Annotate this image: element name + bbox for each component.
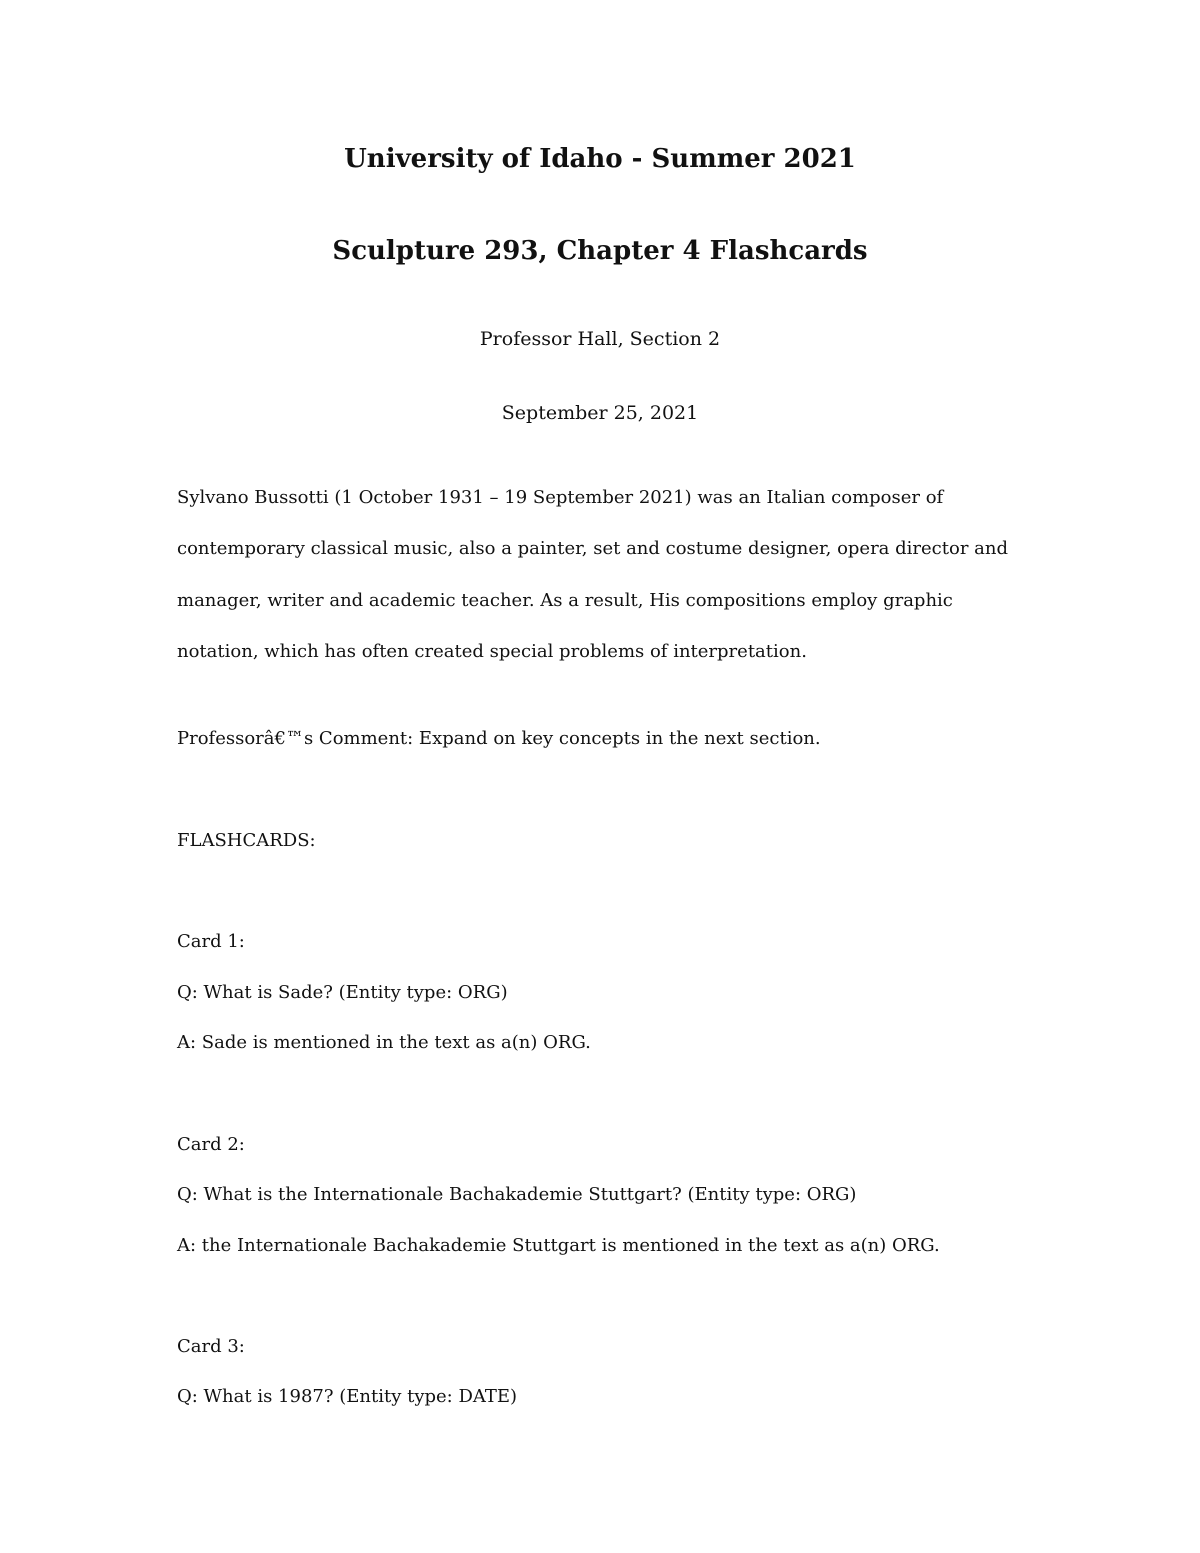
professor-section: Professor Hall, Section 2 — [479, 328, 721, 350]
card-question: Q: What is the Internationale Bachakademie Stuttgart? (Entity type: ORG) — [177, 1184, 857, 1205]
card-answer: A: Sade is mentioned in the text as a(n) ORG. — [177, 1032, 591, 1053]
course-title: Sculpture 293, Chapter 4 Flashcards — [332, 236, 868, 266]
document-date: September 25, 2021 — [501, 402, 699, 424]
university-title: University of Idaho - Summer 2021 — [344, 144, 856, 174]
card-label: Card 1: — [177, 931, 245, 952]
card-label: Card 3: — [177, 1336, 245, 1357]
intro-paragraph: Sylvano Bussotti (1 October 1931 – 19 September 2021) was an Italian composer of contemporary classical music, also a painter, set and costume designer, opera director and manager, writer and academic teacher. As a result, His compositions employ graphic notation, which has often created special problems of interpretation. — [177, 487, 1008, 662]
flashcards-heading: FLASHCARDS: — [177, 830, 316, 851]
professor-comment: Professorâ€™s Comment: Expand on key concepts in the next section. — [177, 728, 821, 749]
card-question: Q: What is Sade? (Entity type: ORG) — [177, 982, 508, 1003]
card-label: Card 2: — [177, 1134, 245, 1155]
card-answer: A: the Internationale Bachakademie Stuttgart is mentioned in the text as a(n) ORG. — [177, 1235, 940, 1256]
card-question: Q: What is 1987? (Entity type: DATE) — [177, 1386, 518, 1407]
